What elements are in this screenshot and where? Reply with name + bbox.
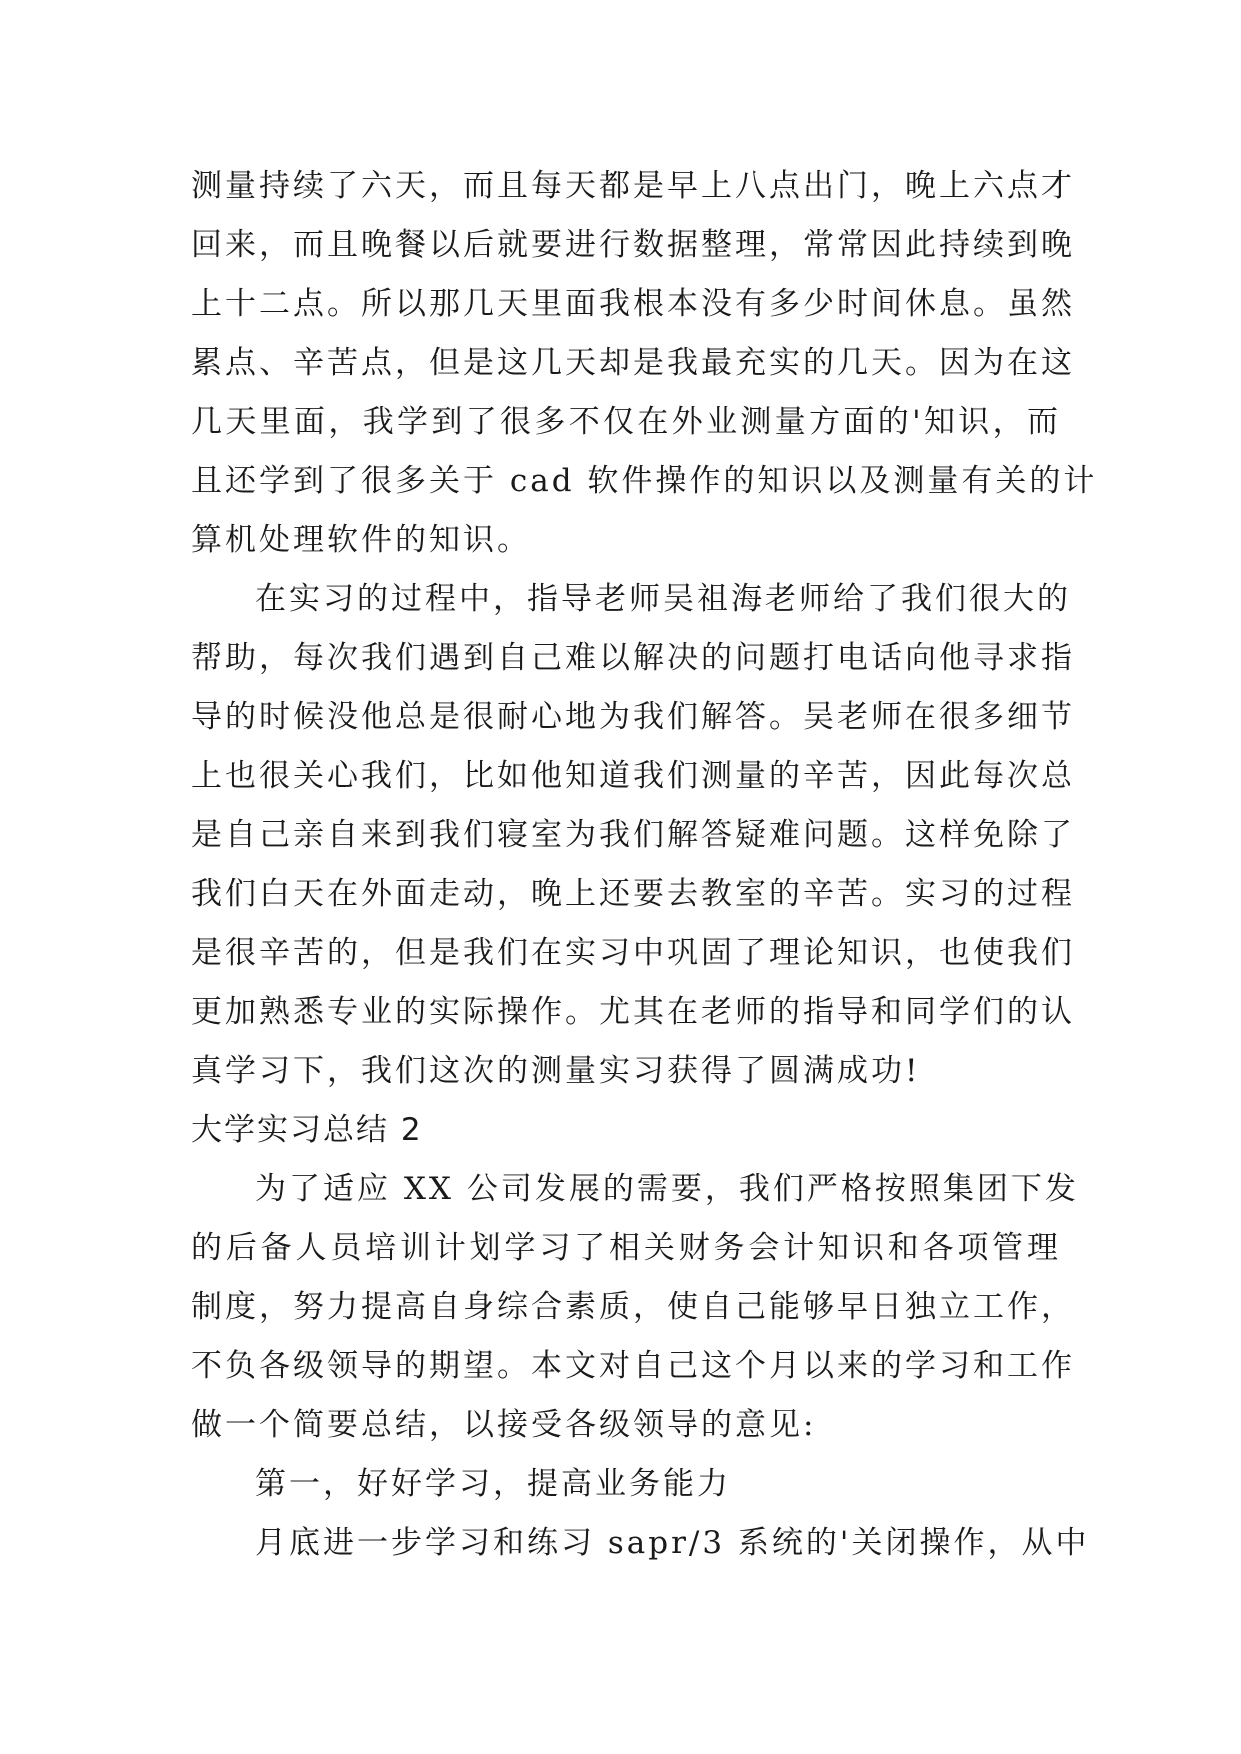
paragraph-3 (191, 1160, 1079, 1455)
text-line: 测量持续了六天，而且每天都是早上八点出门，晚上六点才 (191, 168, 1075, 204)
text-line: 累点、辛苦点，但是这几天却是我最充实的几天。因为在这 (191, 345, 1075, 381)
text-line: 几天里面，我学到了很多不仅在外业测量方面的'知识，而 (191, 404, 1061, 440)
text-line: 的后备人员培训计划学习了相关财务会计知识和各项管理 (191, 1230, 1061, 1266)
text-line: 真学习下，我们这次的测量实习获得了圆满成功! (191, 1053, 921, 1089)
subheading: 第一，好好学习，提高业务能力 (255, 1466, 731, 1502)
text-line: 在实习的过程中，指导老师吴祖海老师给了我们很大的 (255, 581, 1071, 617)
text-line: 制度，努力提高自身综合素质，使自己能够早日独立工作， (191, 1289, 1075, 1325)
section-title: 大学实习总结 2 (191, 1112, 423, 1148)
text-line: 做一个简要总结，以接受各级领导的意见: (191, 1407, 817, 1443)
text-line: 导的时候没他总是很耐心地为我们解答。吴老师在很多细节 (191, 699, 1075, 735)
text-line: 且还学到了很多关于 cad 软件操作的知识以及测量有关的计 (191, 463, 1098, 499)
document-body (191, 157, 1098, 1573)
text-line: 回来，而且晚餐以后就要进行数据整理，常常因此持续到晚 (191, 227, 1075, 263)
text-line: 上也很关心我们，比如他知道我们测量的辛苦，因此每次总 (191, 758, 1075, 794)
paragraph-2 (191, 570, 1075, 1101)
text-line: 是很辛苦的，但是我们在实习中巩固了理论知识，也使我们 (191, 935, 1075, 971)
paragraph-1 (191, 157, 1098, 570)
text-line: 我们白天在外面走动，晚上还要去教室的辛苦。实习的过程 (191, 876, 1075, 912)
text-line: 算机处理软件的知识。 (191, 522, 531, 558)
text-line: 更加熟悉专业的实际操作。尤其在老师的指导和同学们的认 (191, 994, 1075, 1030)
text-line: 帮助，每次我们遇到自己难以解决的问题打电话向他寻求指 (191, 640, 1075, 676)
text-line: 不负各级领导的期望。本文对自己这个月以来的学习和工作 (191, 1348, 1075, 1384)
paragraph-4 (191, 1514, 1090, 1573)
text-line: 是自己亲自来到我们寝室为我们解答疑难问题。这样免除了 (191, 817, 1075, 853)
text-line: 为了适应 XX 公司发展的需要，我们严格按照集团下发 (255, 1171, 1079, 1207)
text-line: 上十二点。所以那几天里面我根本没有多少时间休息。虽然 (191, 286, 1075, 322)
text-line: 月底进一步学习和练习 sapr/3 系统的'关闭操作，从中 (255, 1525, 1090, 1561)
